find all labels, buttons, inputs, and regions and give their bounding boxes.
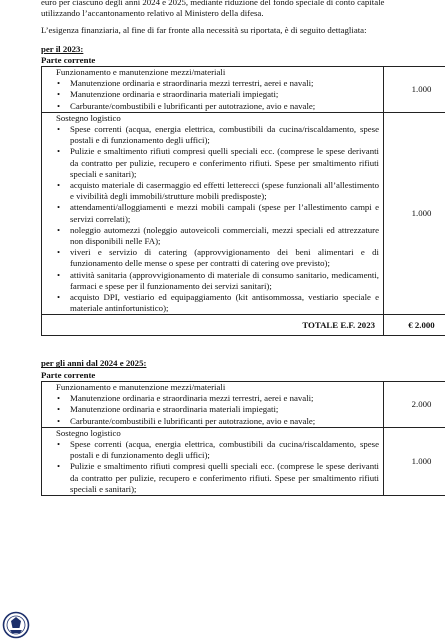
total-value: € 2.000: [384, 315, 445, 336]
block-title: Sostegno logistico: [56, 112, 121, 123]
table-row: [42, 67, 445, 113]
table-row: [42, 112, 445, 315]
intro-line-2: utilizzando l’accantonamento relativo al Ministero della difesa.: [41, 8, 264, 19]
total-label: TOTALE E.F. 2023: [42, 315, 384, 336]
list-item: • Manutenzione ordinaria e straordinaria materiali impiegati;: [56, 89, 383, 100]
item-list: [56, 124, 383, 314]
list-item: • Spese correnti (acqua, energia elettrica, combustibili da cucina/riscaldamento, spese postali e di funzionamento degli uffici);: [56, 124, 383, 146]
list-item: • Manutenzione ordinaria e straordinaria mezzi terrestri, aerei e navali;: [56, 393, 383, 404]
amount-cell: 1.000: [384, 427, 445, 495]
table-row: [42, 381, 445, 427]
table-2023: [41, 66, 445, 336]
list-item: • attendamenti/alloggiamenti e mezzi mobili campali (spese per l’allestimento campi e servizi correlati);: [56, 202, 383, 224]
section-2024-parte: Parte corrente: [41, 369, 96, 380]
block-cell: [42, 112, 384, 315]
list-item: • noleggio automezzi (noleggio autoveicoli commerciali, mezzi speciali ed attrezzature non disponibili nelle FA);: [56, 225, 383, 247]
block-cell: [42, 67, 384, 113]
list-item: • Spese correnti (acqua, energia elettrica, combustibili da cucina/riscaldamento, spese postali e di funzionamento degli uffici);: [56, 439, 383, 461]
list-item: • Pulizie e smaltimento rifiuti compresi quelli speciali ecc. (comprese le spese derivanti da contratto per pulizie, recupero e conferimento rifiuti. Spese per smaltimento rifiuti speciali e sanitari);: [56, 461, 383, 495]
block-title: Funzionamento e manutenzione mezzi/materiali: [56, 67, 226, 78]
list-item: • Carburante/combustibili e lubrificanti per autotrazione, avio e navale;: [56, 101, 383, 112]
item-list: [56, 78, 383, 112]
amount-cell: 1.000: [384, 112, 445, 315]
amount-cell: 1.000: [384, 67, 445, 113]
list-item: • viveri e servizio di catering (approvvigionamento dei beni alimentari e di funzionamento delle mense o spese per contratti di catering ove previsto);: [56, 247, 383, 269]
list-item: • acquisto DPI, vestiario ed equipaggiamento (kit antisommossa, vestiario speciale e materiale antinfortunistico);: [56, 292, 383, 314]
item-list: [56, 439, 383, 495]
table-row: [42, 427, 445, 495]
intro-line-3: L’esigenza finanziaria, al fine di far fronte alla necessità su riportata, è di seguito dettagliata:: [41, 25, 367, 36]
total-row: [42, 315, 445, 336]
amount-cell: 2.000: [384, 381, 445, 427]
list-item: • Manutenzione ordinaria e straordinaria materiali impiegati;: [56, 404, 383, 415]
table-2024-2025: [41, 381, 445, 496]
emblem-logo-icon: [2, 611, 30, 639]
section-2023-heading: per il 2023:: [41, 43, 84, 54]
block-title: Funzionamento e manutenzione mezzi/materiali: [56, 381, 226, 392]
list-item: • Carburante/combustibili e lubrificanti per autotrazione, avio e navale;: [56, 416, 383, 427]
section-2023-parte: Parte corrente: [41, 54, 96, 65]
document-page: [41, 0, 445, 496]
intro-line-1: euro per ciascuno degli anni 2024 e 2025, mediante riduzione del fondo speciale di conto capitale: [41, 0, 385, 7]
list-item: • Pulizie e smaltimento rifiuti compresi quelli speciali ecc. (comprese le spese derivanti da contratto per pulizie, recupero e conferimento rifiuti. Spese per smaltimento rifiuti speciali e sanitari);: [56, 146, 383, 180]
block-title: Sostegno logistico: [56, 427, 121, 438]
block-cell: [42, 427, 384, 495]
section-2024-heading: per gli anni dal 2024 e 2025:: [41, 358, 147, 369]
list-item: • attività sanitaria (approvvigionamento di materiale di consumo sanitario, medicamenti, farmaci e spese per il funzionamento dei servizi sanitari);: [56, 270, 383, 292]
item-list: [56, 393, 383, 427]
list-item: • acquisto materiale di casermaggio ed effetti letterecci (spese funzionali all’allestimento e vivibilità degli immobili/strutture mobili predisposte);: [56, 180, 383, 202]
block-cell: [42, 381, 384, 427]
list-item: • Manutenzione ordinaria e straordinaria mezzi terrestri, aerei e navali;: [56, 78, 383, 89]
